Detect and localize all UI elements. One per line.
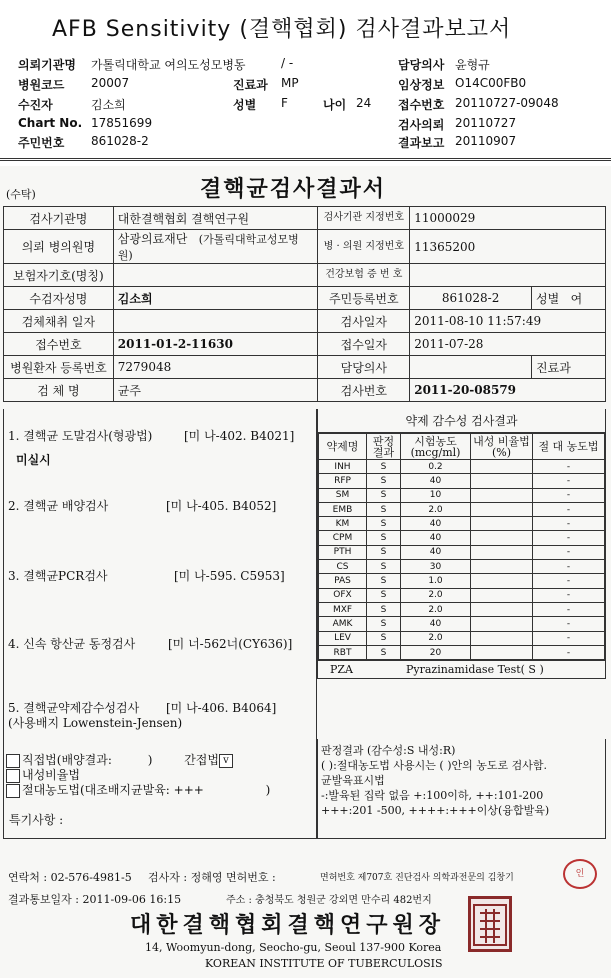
table-row [4, 264, 606, 287]
sex-value: 여 [570, 291, 583, 306]
code-label: 병원코드 [18, 78, 65, 92]
proportion-cell [471, 474, 533, 488]
subject-label: 수검자성명 [4, 287, 114, 310]
drug-cell: CS [319, 560, 367, 574]
concentration-cell: 40 [401, 474, 471, 488]
concentration-cell: 0.2 [401, 460, 471, 474]
concentration-cell: 40 [401, 617, 471, 631]
table-row [4, 310, 606, 333]
proportion-label: 내성비율법 [22, 768, 80, 782]
recv-no-value: 2011-01-2-11630 [113, 333, 318, 356]
judgement-line: ( ):절대농도법 사용시는 ( )안의 농도로 검사함. [321, 759, 547, 772]
agency-no-label: 검사기관 지정번호 [318, 207, 410, 230]
direct-close: ) [147, 753, 153, 767]
concentration-cell: 20 [401, 645, 471, 659]
test-result-5: (사용배지 Lowenstein-Jensen) [8, 716, 183, 730]
report-header [0, 0, 611, 160]
table-row [4, 356, 606, 379]
drug-cell: KM [319, 517, 367, 531]
drug-cell: INH [319, 460, 367, 474]
judgement-cell: S [367, 560, 401, 574]
rrn-value: 861028-2 [91, 134, 149, 148]
hospital-value: 가톨릭대학교 여의도성모병동 [91, 58, 246, 72]
test-code-4: [미 너-562너(CY636)] [168, 637, 293, 651]
methods-box [3, 739, 317, 839]
indirect-label: 간접법 [184, 753, 219, 767]
age-label: 나이 [323, 98, 347, 112]
table-header-row [319, 434, 605, 460]
test-code-5: [미 나-406. B4064] [166, 701, 277, 715]
judgement-cell: S [367, 545, 401, 559]
agency-label: 검사기관명 [4, 207, 114, 230]
absolute-cell: - [533, 517, 605, 531]
test-result-1: 미실시 [16, 453, 51, 467]
drug-cell: AMK [319, 617, 367, 631]
clinical-label: 임상정보 [398, 78, 445, 92]
concentration-cell: 1.0 [401, 574, 471, 588]
table-row [319, 460, 605, 474]
indirect-checkbox[interactable]: v [219, 754, 233, 768]
concentration-cell: 2.0 [401, 602, 471, 616]
insurance-card-value [410, 264, 606, 287]
req-hosp-note: (가톨릭대학교성모병원) [117, 233, 299, 262]
method-absolute [6, 781, 270, 798]
chart-label: Chart No. [18, 116, 83, 130]
drug-cell: PAS [319, 574, 367, 588]
drug-cell: EMB [319, 502, 367, 516]
absolute-cell: - [533, 574, 605, 588]
scanned-form [0, 166, 611, 978]
dept-value: MP [281, 76, 299, 90]
rrn-label: 주민등록번호 [318, 287, 410, 310]
form-title: 결핵균검사결과서 [200, 176, 387, 202]
rrn-label: 주민번호 [18, 136, 65, 150]
test-date-value: 2011-08-10 11:57:49 [410, 310, 606, 333]
col-drug: 약제명 [319, 434, 367, 460]
table-row [319, 645, 605, 659]
request-value: 20110727 [455, 116, 517, 130]
absolute-close: ) [265, 783, 271, 797]
contact: 연락처 : 02-576-4981-5 [8, 871, 132, 884]
doctor-stamp: 인 [563, 859, 597, 889]
drug-cell: OFX [319, 588, 367, 602]
test-code-1: [미 나-402. B4021] [184, 429, 295, 443]
institute-name: 대한결핵협회결핵연구원장 [130, 912, 446, 938]
hosp-pt-value: 7279048 [113, 356, 318, 379]
drug-cell: RFP [319, 474, 367, 488]
proportion-cell [471, 602, 533, 616]
judgement-cell: S [367, 602, 401, 616]
test-no-label: 검사번호 [318, 379, 410, 402]
insured-value [113, 264, 318, 287]
absolute-cell: - [533, 588, 605, 602]
absolute-cell: - [533, 645, 605, 659]
proportion-cell [471, 560, 533, 574]
age-value: 24 [356, 96, 372, 110]
judgement-cell: S [367, 502, 401, 516]
table-row [319, 588, 605, 602]
institute-seal [468, 896, 512, 952]
table-row [319, 531, 605, 545]
table-row [319, 502, 605, 516]
address: 주소 : 충청북도 청원군 강외면 만수리 482번지 [226, 895, 432, 906]
judgement-line: 균발육표시법 [321, 774, 385, 787]
dept-label: 진료과 [532, 356, 606, 379]
judgement-cell: S [367, 588, 401, 602]
table-row [4, 287, 606, 310]
drug-cell: PTH [319, 545, 367, 559]
notify-date: 결과통보일자 : 2011-09-06 16:15 [8, 893, 182, 906]
patient-value: 김소희 [91, 98, 126, 112]
patient-label: 수진자 [18, 98, 53, 112]
proportion-cell [471, 531, 533, 545]
absolute-cell: - [533, 631, 605, 645]
header-divider [0, 158, 611, 161]
doc-label: 담당의사 [318, 356, 410, 379]
proportion-cell [471, 517, 533, 531]
absolute-checkbox[interactable] [6, 784, 20, 798]
clinical-value: O14C00FB0 [455, 76, 527, 90]
pza-label: PZA [330, 663, 353, 677]
table-row [319, 602, 605, 616]
proportion-cell [471, 645, 533, 659]
request-label: 검사의뢰 [398, 118, 445, 132]
req-no-label: 병 · 의원 지정번호 [318, 230, 410, 264]
table-row [4, 207, 606, 230]
result-date-value: 20110907 [455, 134, 517, 148]
table-row [319, 631, 605, 645]
req-hosp-cell [113, 230, 318, 264]
concentration-cell: 2.0 [401, 502, 471, 516]
absolute-label: 절대농도법(대조배지균발육: +++ [22, 783, 204, 797]
seal-icon [472, 903, 508, 947]
pza-row [318, 660, 605, 678]
judgement-cell: S [367, 517, 401, 531]
insurance-card-label: 건강보험 증 번 호 [318, 264, 410, 287]
req-hosp-label: 의뢰 병의원명 [4, 230, 114, 264]
proportion-cell [471, 488, 533, 502]
specimen-value: 균주 [113, 379, 318, 402]
proportion-cell [471, 502, 533, 516]
sex-label: 성별 [233, 98, 257, 112]
insured-label: 보험자기호(명칭) [4, 264, 114, 287]
absolute-cell: - [533, 617, 605, 631]
drug-cell: CPM [319, 531, 367, 545]
sex-value: F [281, 96, 288, 110]
recv-date-label: 접수일자 [318, 333, 410, 356]
table-row [319, 488, 605, 502]
concentration-cell: 2.0 [401, 631, 471, 645]
judgement-cell: S [367, 617, 401, 631]
examiner: 검사자 : 정해영 면허번호 : [148, 871, 276, 884]
proportion-cell [471, 545, 533, 559]
judgement-cell: S [367, 631, 401, 645]
judgement-cell: S [367, 574, 401, 588]
absolute-cell: - [533, 545, 605, 559]
recv-no-label: 접수번호 [4, 333, 114, 356]
doc-value [410, 356, 532, 379]
test-code-2: [미 나-405. B4052] [166, 499, 277, 513]
pza-result: Pyrazinamidase Test( S ) [406, 663, 544, 677]
col-absolute: 절 대 농도법 [533, 434, 605, 460]
collect-label: 검체채취 일자 [4, 310, 114, 333]
institute-english: KOREAN INSTITUTE OF TUBERCULOSIS [205, 957, 443, 970]
test-no-value: 2011-20-08579 [410, 379, 606, 402]
concentration-cell: 2.0 [401, 588, 471, 602]
sensitivity-rows [319, 460, 605, 660]
drug-cell: MXF [319, 602, 367, 616]
sensitivity-panel [317, 409, 606, 679]
drug-cell: LEV [319, 631, 367, 645]
judgement-cell: S [367, 645, 401, 659]
hospital-label: 의뢰기관명 [18, 58, 76, 72]
table-row [4, 333, 606, 356]
proportion-cell [471, 460, 533, 474]
col-concentration: 시험농도 (mcg/ml) [401, 434, 471, 460]
test-item-2: 2. 결핵균 배양검사 [8, 499, 109, 513]
concentration-cell: 40 [401, 531, 471, 545]
ward-value: / - [281, 56, 294, 70]
license: 면허번호 제707호 진단검사 의학과전문의 김창기 [320, 873, 514, 883]
form-tag: (수탁) [6, 188, 36, 201]
test-date-label: 검사일자 [318, 310, 410, 333]
absolute-cell: - [533, 560, 605, 574]
sex-cell [532, 287, 606, 310]
table-row [4, 230, 606, 264]
absolute-cell: - [533, 502, 605, 516]
remarks-label: 특기사항 : [9, 813, 64, 827]
doctor-value: 윤형규 [455, 58, 490, 72]
judgement-cell: S [367, 488, 401, 502]
info-table [3, 206, 606, 402]
accession-value: 20110727-09048 [455, 96, 559, 110]
judgement-box [317, 739, 606, 839]
recv-date-value: 2011-07-28 [410, 333, 606, 356]
judgement-cell: S [367, 460, 401, 474]
col-judgement: 판정 결과 [367, 434, 401, 460]
proportion-cell [471, 588, 533, 602]
judgement-cell: S [367, 474, 401, 488]
absolute-cell: - [533, 531, 605, 545]
test-item-5: 5. 결핵균약제감수성검사 [8, 701, 140, 715]
absolute-cell: - [533, 474, 605, 488]
code-value: 20007 [91, 76, 130, 90]
chart-value: 17851699 [91, 116, 153, 130]
judgement-line: -:발육된 집락 없음 +:100이하, ++:101-200 [321, 789, 544, 802]
test-item-1: 1. 결핵균 도말검사(형광법) [8, 429, 153, 443]
accession-label: 접수번호 [398, 98, 445, 112]
req-no-value: 11365200 [410, 230, 606, 264]
agency-no-value: 11000029 [410, 207, 606, 230]
result-date-label: 결과보고 [398, 136, 445, 150]
sex-label: 성별 [536, 291, 560, 306]
judgement-line: 판정결과 (감수성:S 내성:R) [321, 744, 456, 757]
dept-label: 진료과 [233, 78, 268, 92]
absolute-cell: - [533, 602, 605, 616]
drug-cell: SM [319, 488, 367, 502]
collect-value [113, 310, 318, 333]
table-row [319, 545, 605, 559]
hosp-pt-label: 병원환자 등록번호 [4, 356, 114, 379]
proportion-cell [471, 574, 533, 588]
specimen-label: 검 체 명 [4, 379, 114, 402]
rrn-value: 861028-2 [410, 287, 532, 310]
subject-value: 김소희 [113, 287, 318, 310]
proportion-cell [471, 617, 533, 631]
sensitivity-title: 약제 감수성 검사결과 [318, 409, 605, 433]
doctor-label: 담당의사 [398, 58, 445, 72]
concentration-cell: 40 [401, 545, 471, 559]
test-item-3: 3. 결핵균PCR검사 [8, 569, 108, 583]
table-row [319, 560, 605, 574]
absolute-cell: - [533, 460, 605, 474]
sensitivity-table [318, 433, 605, 660]
drug-cell: RBT [319, 645, 367, 659]
concentration-cell: 40 [401, 517, 471, 531]
test-item-4: 4. 신속 항산균 동정검사 [8, 637, 136, 651]
test-code-3: [미 나-595. C5953] [174, 569, 285, 583]
table-row [4, 379, 606, 402]
agency-value: 대한결핵협회 결핵연구원 [113, 207, 318, 230]
judgement-line: +++:201 -500, ++++:+++이상(융합발육) [321, 804, 550, 817]
proportion-cell [471, 631, 533, 645]
req-hosp-value: 삼광의료재단 [117, 232, 188, 246]
table-row [319, 574, 605, 588]
col-proportion: 내성 비율법(%) [471, 434, 533, 460]
judgement-cell: S [367, 531, 401, 545]
institute-address: 14, Woomyun-dong, Seocho-gu, Seoul 137-900 Korea [145, 941, 442, 954]
table-row [319, 617, 605, 631]
concentration-cell: 30 [401, 560, 471, 574]
table-row [319, 517, 605, 531]
direct-label: 직접법(배양결과: [22, 753, 112, 767]
table-row [319, 474, 605, 488]
absolute-cell: - [533, 488, 605, 502]
report-title: AFB Sensitivity (결핵협회) 검사결과보고서 [52, 17, 512, 42]
concentration-cell: 10 [401, 488, 471, 502]
